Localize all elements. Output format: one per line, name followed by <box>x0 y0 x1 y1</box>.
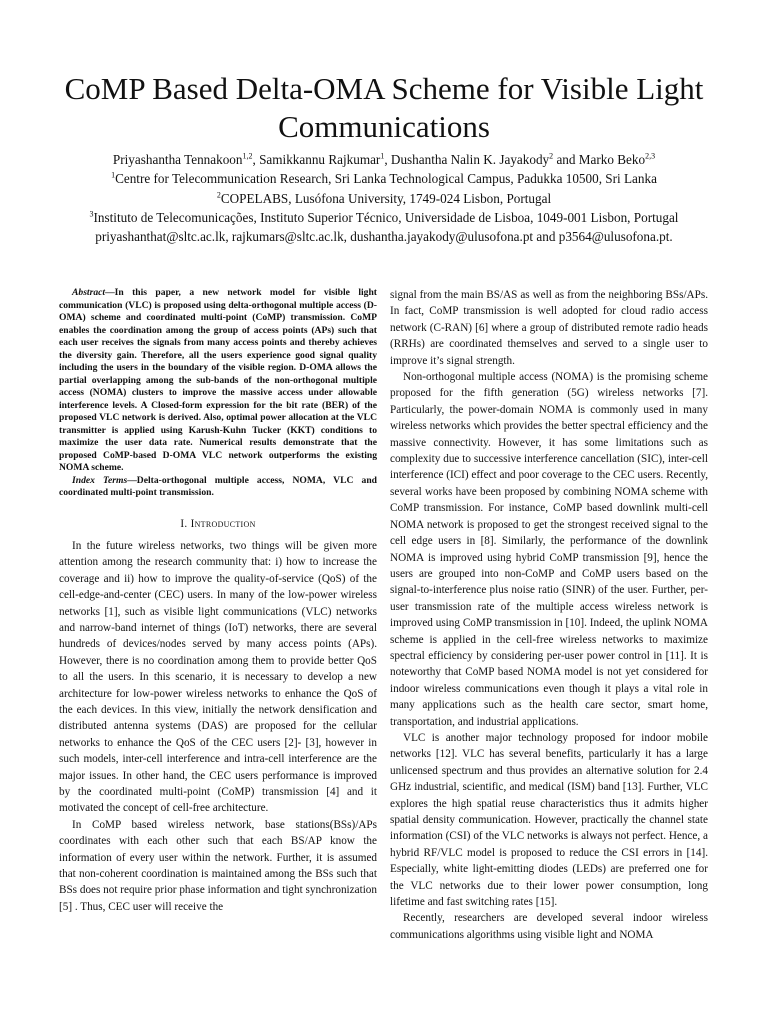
abstract-text: —In this paper, a new network model for visible light communication (VLC) is proposed using delta-orthogonal multiple access (D-OMA) scheme and coordinated multi-point (CoMP) transmission. CoMP enables the coordination among the group of access points (APs) such that each user receives the signals from many access points and thereby achieves the diversity gain. Therefore, all the users experience good signal quality including the users in the boundary of the visible region. D-OMA allows the partial overlapping among the sub-bands of the non-orthogonal multiple access (NOMA) clusters to improve the massive access under allowable interference levels. A Closed-form expression for the bit rate (BER) of the proposed VLC network is derived. Also, optimal power allocation at the VLC transmitter is applied using Karush-Kuhn Tucker (KKT) conditions to maximize the user data rate. Numerical results demonstrate that the proposed CoMP-based D-OMA VLC network outperforms the existing NOMA scheme. <box>59 287 377 473</box>
author-name: Samikkannu Rajkumar <box>259 152 381 167</box>
right-column <box>390 287 708 943</box>
author-name: Marko Beko <box>578 152 646 167</box>
author-list: Priyashantha Tennakoon$^{1,2}$, Samikkannu Rajkumar$^1$, Dushantha Nalin K. Jayakody$^2$ and Marko Beko$^{2,3}$ <box>112 151 656 167</box>
abstract <box>59 287 377 475</box>
title-line-1: CoMP Based Delta-OMA Scheme for Visible Light <box>64 71 704 106</box>
paragraph: Recently, researchers are developed several indoor wireless communications algorithms using visible light and NOMA <box>390 912 708 941</box>
affiliation: $^3$Instituto de Telecomunicações, Instituto Superior Técnico, Universidade de Lisboa, 1049-001 Lisbon, Portugal <box>89 209 679 225</box>
paragraph: In CoMP based wireless network, base stations(BSs)/APs coordinates with each other such that each BS/AP know the information of every user within the network. Further, it is assumed that non-coherent coordination is maintained among the BSs such that BSs does not require prior phase information and tight synchronization [5] . Thus, CEC user will receive the <box>59 818 377 913</box>
title-line-2: Communications <box>278 109 490 144</box>
index-terms-label: Index Terms <box>72 474 128 486</box>
author-sup: 1 <box>380 151 385 161</box>
index-terms-text: —Delta-orthogonal multiple access, NOMA, VLC and coordinated multi-point transmission. <box>59 474 377 498</box>
paper-title <box>0 70 768 146</box>
paragraph: Non-orthogonal multiple access (NOMA) is the promising scheme proposed for the fifth generation (5G) wireless networks [7]. Particularly, the power-domain NOMA is commonly used in many wireless networks which provides the better spectral efficiency and the massive connectivity. However, it has some limitations such as complexity due to successive interference cancellation (SIC), inter-cell interference (ICI) effect and poor coverage to the CEC users. Recently, several works have been proposed by combining NOMA scheme with CoMP transmission. For instance, CoMP based downlink multi-cell NOMA network is proposed to get the strongest received signal to the cell edge users in [8]. Similarly, the performance of the downlink NOMA is improved using hybrid CoMP transmission [9], hence the users are grouped into non-CoMP and CoMP users based on the signal-to-interference plus noise ratio (SINR) of the user. Further, per-user transmission rate of the multiple access wireless network is improved using CoMP transmission in [10]. Indeed, the uplink NOMA scheme is applied in the cell-free wireless networks to maximize spectral efficiency by considering per-user power control in [11]. It is noteworthy that CoMP based NOMA model is not yet considered for indoor wireless communications even though it plays a vital role in many applications such as the health care sector, smart home, transportation, and industrial applications. <box>390 371 708 728</box>
affiliation: $^2$COPELABS, Lusófona University, 1749-024 Lisbon, Portugal <box>216 190 552 206</box>
author-block <box>0 150 768 246</box>
paragraph: In the future wireless networks, two things will be given more attention among the research community that: i) how to increase the coverage and ii) how to improve the quality-of-service (QoS) of the cell-edge-and-center (CEC) users. In many of the low-power wireless networks [1], such as visible light communications (VLC) networks and narrow-band internet of things (IoT) networks, there are several hundreds of devices/nodes served by many access points (APs). However, there is no coordination among them to provide better QoS to all the users. In this scenario, it is necessary to develop a new architecture for low-power wireless networks to enhance the QoS of the each devices. In this view, initially the network densification and distributed antenna systems (DAS) are proposed for the cellular networks to enhance the QoS of the CEC users [2]- [3], however in such models, inter-cell interference and intra-cell interference are the major issues. In other hand, the CEC users performance is improved by the coordinated multi-point (CoMP) transmission [4] and it motivated the concept of cell-free architecture. <box>59 539 377 815</box>
author-sup: 2,3 <box>645 151 656 161</box>
author-name: Priyashantha Tennakoon <box>112 152 243 167</box>
author-name: Dushantha Nalin K. Jayakody <box>390 152 550 167</box>
author-sup: 1,2 <box>242 151 253 161</box>
left-column <box>59 287 377 915</box>
abstract-label: Abstract <box>72 287 106 298</box>
section-heading: I. Introduction <box>180 517 256 530</box>
affiliation: $^1$Centre for Telecommunication Research, Sri Lanka Technological Campus, Padukka 10500, Sri Lanka <box>111 170 657 187</box>
paragraph: VLC is another major technology proposed for indoor mobile networks [12]. VLC has several benefits, particularly it has a large unlicensed spectrum and thus provides an alternative solution for 2.4 GHz industrial, scientific, and medical (ISM) band [13]. Further, VLC explores the high spatial reuse characteristics thus it admits higher spatial density communication. However, practically the channel state information (CSI) of the VLC networks is always not perfect. Hence, a hybrid RF/VLC model is proposed to reduce the CSI errors in [14]. Especially, white light-emitting diodes (LEDs) are preferred one for the VLC networks due to their lower power consumption, long lifetime and fast switching rates [15]. <box>390 731 708 909</box>
author-emails: priyashanthat@sltc.ac.lk, rajkumars@sltc.ac.lk, dushantha.jayakody@ulusofona.pt and p3564@ulusofona.pt. <box>95 229 673 245</box>
paragraph: signal from the main BS/AS as well as from the neighboring BSs/APs. In fact, CoMP transmission is well adopted for cloud radio access network (C-RAN) [6] where a group of distributed remote radio heads (RRHs) are coordinated themselves and served to a single user to improve it’s signal strength. <box>390 289 708 367</box>
index-terms <box>59 475 377 500</box>
author-sup: 2 <box>549 151 554 161</box>
